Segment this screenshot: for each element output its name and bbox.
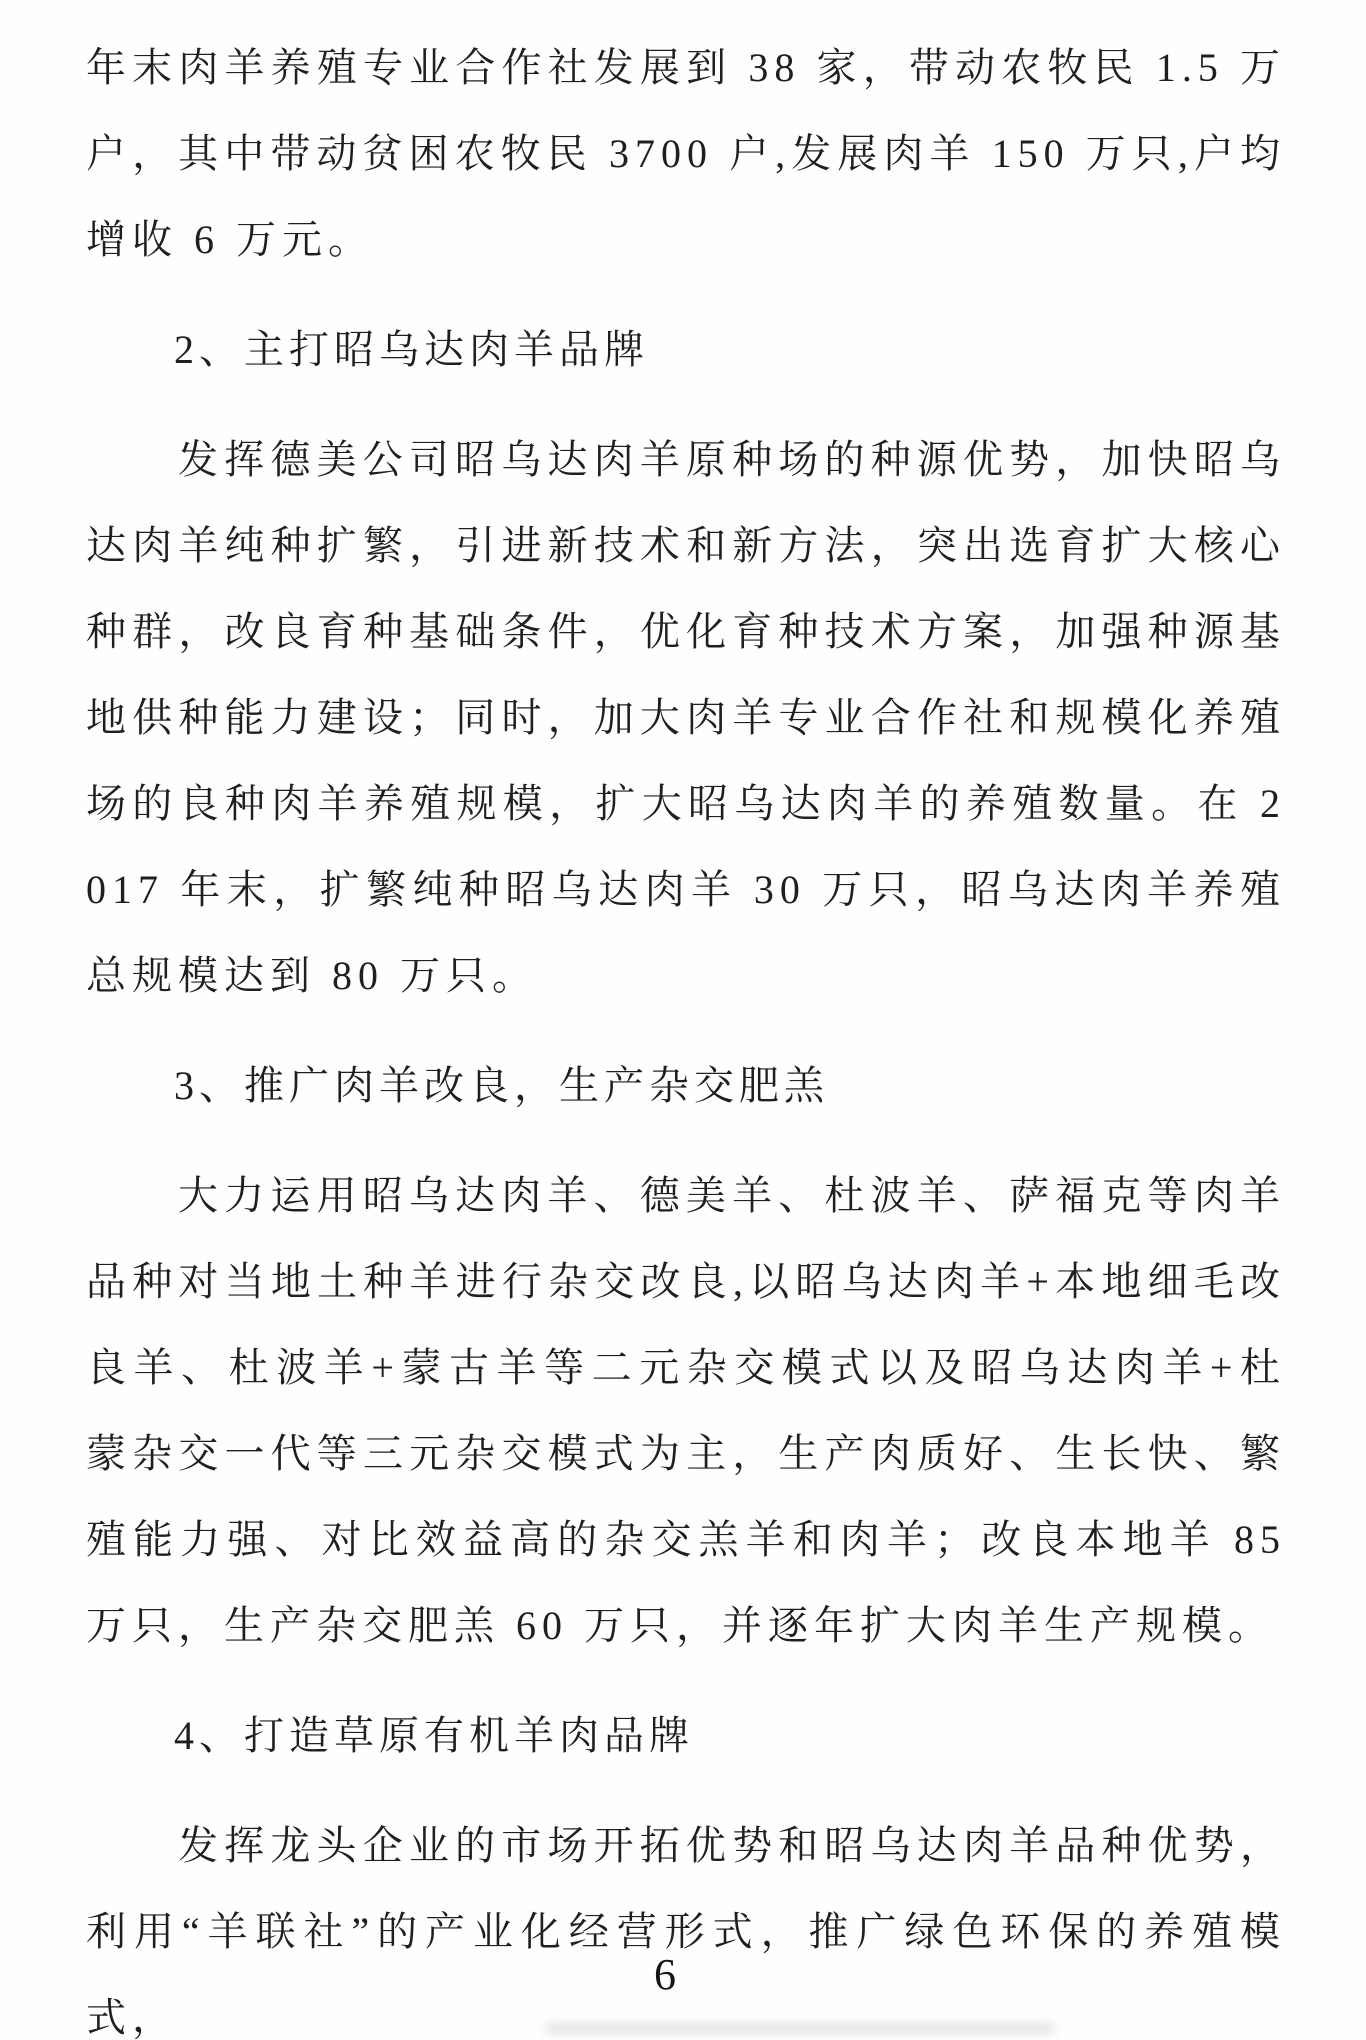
paragraph-section-4: 发挥龙头企业的市场开拓优势和昭乌达肉羊品种优势，利用“羊联社”的产业化经营形式，推广绿色环保的养殖模式， [86, 1823, 1286, 2040]
section-heading-2: 2、主打昭乌达肉羊品牌 [174, 327, 649, 372]
page-number: 6 [654, 1950, 676, 1999]
scan-artifact [545, 2024, 1055, 2033]
paragraph-section-2: 发挥德美公司昭乌达肉羊原种场的种源优势，加快昭乌达肉羊纯种扩繁，引进新技术和新方法，突出选育扩大核心种群，改良育种基础条件，优化育种技术方案，加强种源基地供种能力建设；同时，加大肉羊专业合作社和规模化养殖场的良种肉羊养殖规模，扩大昭乌达肉羊的养殖数量。在 2017 年末，扩繁纯种昭乌达肉羊 30 万只，昭乌达肉羊养殖总规模达到 80 万只。 [86, 437, 1286, 998]
paragraph-section-3: 大力运用昭乌达肉羊、德美羊、杜波羊、萨福克等肉羊品种对当地土种羊进行杂交改良,以昭乌达肉羊+本地细毛改良羊、杜波羊+蒙古羊等二元杂交模式以及昭乌达肉羊+杜蒙杂交一代等三元杂交模式为主，生产肉质好、生长快、繁殖能力强、对比效益高的杂交羔羊和肉羊；改良本地羊 85 万只，生产杂交肥羔 60 万只，并逐年扩大肉羊生产规模。 [86, 1173, 1286, 1648]
paragraph-continuation: 年末肉羊养殖专业合作社发展到 38 家，带动农牧民 1.5 万户，其中带动贫困农牧民 3700 户,发展肉羊 150 万只,户均增收 6 万元。 [86, 45, 1286, 262]
document-body [86, 25, 1286, 2040]
section-heading-3: 3、推广肉羊改良，生产杂交肥羔 [174, 1063, 829, 1108]
section-heading-4: 4、打造草原有机羊肉品牌 [174, 1713, 694, 1758]
